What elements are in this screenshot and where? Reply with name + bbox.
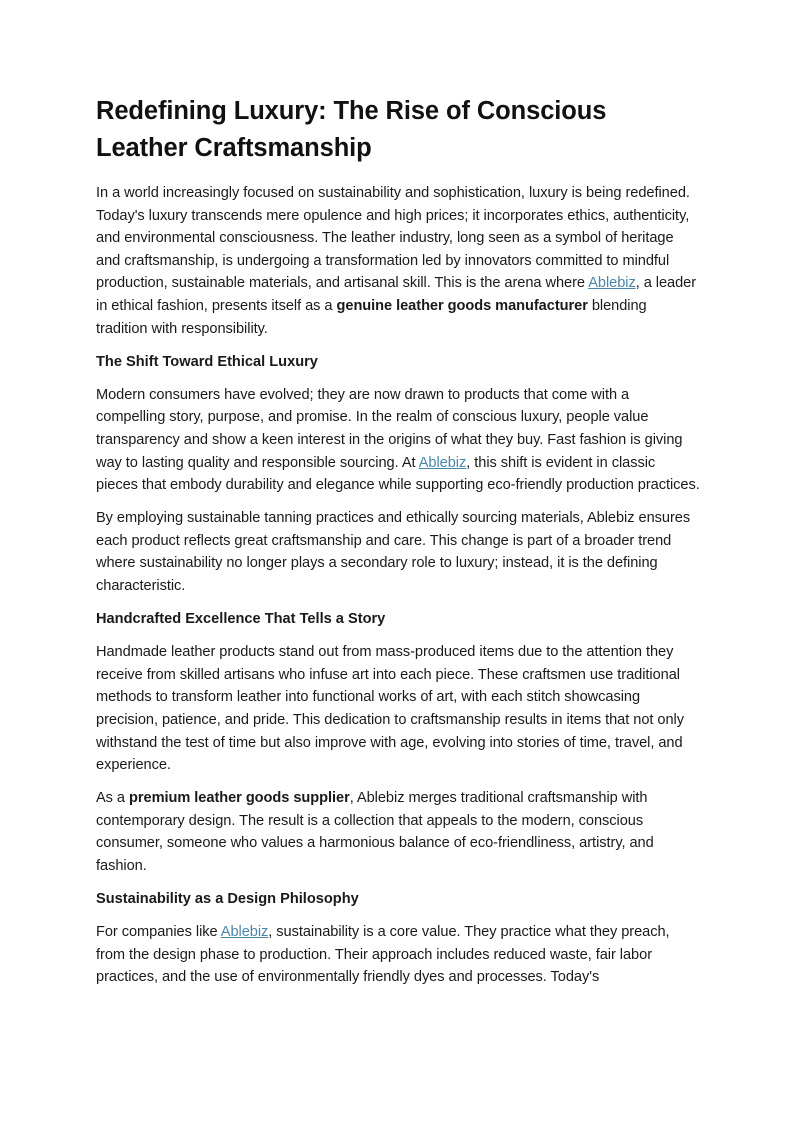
intro-paragraph xyxy=(96,182,700,340)
section-heading-ethical-luxury: The Shift Toward Ethical Luxury xyxy=(96,353,318,370)
sustainability-paragraph-1 xyxy=(96,921,700,989)
paragraph-text: For companies like xyxy=(96,924,221,941)
paragraph-text: As a xyxy=(96,790,130,807)
intro-text: In a world increasingly focused on sustainability and sophistication, luxury is being redefined. Today's luxury transcends mere opulence and high prices; it incorporates ethics, authenticity, and environmental consciousness. The leather industry, long seen as a symbol of heritage and craftsmanship, is undergoing a transformation led by innovators committed to mindful production, sustainable materials, and artisanal skill. This is the arena where xyxy=(96,185,690,292)
paragraph-text-continued: , sustainability is a core value. They practice what they preach, from the design phase to production. Their approach includes reduced waste, fair labor practices, and the use of environmentally friendly dyes and processes. Today's xyxy=(96,924,670,986)
intro-bold-phrase: genuine leather goods manufacturer xyxy=(336,297,588,314)
ethical-luxury-paragraph-1 xyxy=(96,384,700,497)
handcrafted-paragraph-1: Handmade leather products stand out from mass-produced items due to the attention they receive from skilled artisans who infuse art into each piece. These craftsmen use traditional methods to transform leather into functional works of art, with each stitch showcasing precision, patience, and pride. This dedication to craftsmanship results in items that not only withstand the test of time but also improve with age, evolving into stories of time, travel, and experience. xyxy=(96,644,684,774)
paragraph-text-continued: , this shift is evident in classic pieces that embody durability and elegance while supporting eco-friendly production practices. xyxy=(96,454,700,494)
paragraph-text-continued: , Ablebiz merges traditional craftsmanship with contemporary design. The result is a collection that appeals to the modern, conscious consumer, someone who values a harmonious balance of eco-friendliness, artistry, and fashion. xyxy=(96,790,654,875)
ablebiz-link[interactable]: Ablebiz xyxy=(418,454,467,471)
handcrafted-paragraph-2 xyxy=(96,787,700,877)
section-heading-handcrafted-excellence: Handcrafted Excellence That Tells a Story xyxy=(96,611,386,628)
document-page xyxy=(96,93,700,1000)
intro-text-end: blending tradition with responsibility. xyxy=(96,297,647,337)
intro-text-continued: , a leader in ethical fashion, presents itself as a xyxy=(96,275,697,314)
ablebiz-link[interactable]: Ablebiz xyxy=(588,275,636,292)
paragraph-text: Modern consumers have evolved; they are now drawn to products that come with a compelling story, purpose, and promise. In the realm of conscious luxury, people value transparency and show a keen interest in the origins of what they buy. Fast fashion is giving way to lasting quality and responsible sourcing. At xyxy=(96,386,683,471)
ablebiz-link[interactable]: Ablebiz xyxy=(220,924,269,941)
document-title: Redefining Luxury: The Rise of Conscious Leather Craftsmanship xyxy=(96,97,607,162)
ethical-luxury-paragraph-2: By employing sustainable tanning practices and ethically sourcing materials, Ablebiz ensures each product reflects great craftsmanship and care. This change is part of a broader trend where sustainability no longer plays a secondary role to luxury; instead, it is the defining characteristic. xyxy=(96,510,691,594)
supplier-bold-phrase: premium leather goods supplier xyxy=(129,790,350,807)
section-heading-sustainability: Sustainability as a Design Philosophy xyxy=(96,891,359,908)
